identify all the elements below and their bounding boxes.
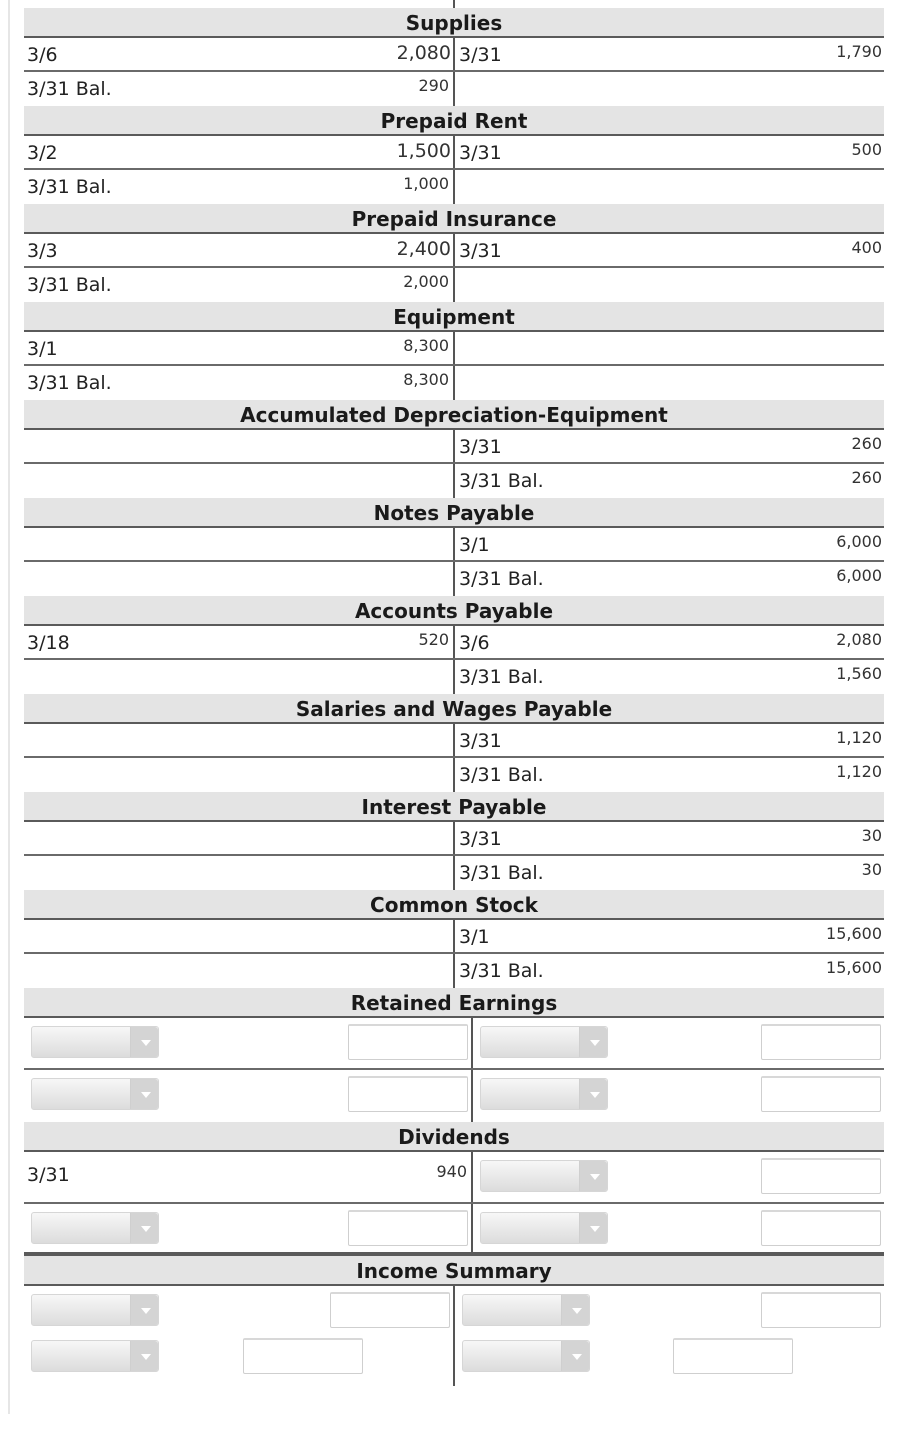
- table-row: [24, 136, 884, 170]
- credit-side: [455, 1286, 884, 1336]
- debit-date: 3/31 Bal.: [27, 176, 112, 198]
- credit-date-select[interactable]: [480, 1160, 608, 1192]
- account-prepaid-rent: [24, 106, 884, 204]
- debit-side: [24, 724, 455, 756]
- account-title: Accumulated Depreciation-Equipment: [24, 400, 884, 430]
- debit-side: [24, 822, 455, 854]
- debit-side: [24, 1204, 473, 1252]
- credit-date: 3/31: [459, 142, 502, 164]
- credit-amount: 15,600: [826, 924, 882, 943]
- account-title: Notes Payable: [24, 498, 884, 528]
- account-title: Income Summary: [24, 1256, 884, 1286]
- credit-side: [473, 1018, 884, 1068]
- debit-side: [24, 170, 455, 204]
- table-row: [24, 758, 884, 792]
- credit-amount: 30: [861, 826, 882, 845]
- account-title: Prepaid Insurance: [24, 204, 884, 234]
- credit-date: 3/31 Bal.: [459, 470, 544, 492]
- debit-side: [24, 234, 455, 266]
- credit-side: [455, 366, 884, 400]
- credit-amount-input[interactable]: [761, 1158, 881, 1194]
- credit-date-select[interactable]: [462, 1294, 590, 1326]
- debit-side: [24, 528, 455, 560]
- debit-date-select[interactable]: [31, 1078, 159, 1110]
- table-row: [24, 1018, 884, 1070]
- debit-side: [24, 920, 455, 952]
- account-title: Supplies: [24, 8, 884, 38]
- account-title: Accounts Payable: [24, 596, 884, 626]
- debit-side: [24, 954, 455, 988]
- credit-side: [455, 332, 884, 364]
- credit-side: [455, 170, 884, 204]
- table-row: [24, 724, 884, 758]
- account-retained-earnings: [24, 988, 884, 1122]
- credit-side: [455, 954, 884, 988]
- credit-side: [455, 822, 884, 854]
- chevron-down-icon[interactable]: [579, 1161, 607, 1191]
- credit-amount: 1,790: [836, 42, 882, 61]
- debit-amount-input[interactable]: [348, 1076, 468, 1112]
- credit-date: 3/31: [459, 730, 502, 752]
- chevron-down-icon[interactable]: [579, 1027, 607, 1057]
- debit-amount: 290: [418, 76, 449, 95]
- chevron-down-icon[interactable]: [130, 1295, 158, 1325]
- credit-date-select[interactable]: [480, 1212, 608, 1244]
- credit-date: 3/31: [459, 44, 502, 66]
- table-row: [24, 234, 884, 268]
- table-row: [24, 660, 884, 694]
- debit-amount: 520: [418, 630, 449, 649]
- t-account-ledger: [24, 0, 884, 1386]
- debit-amount-input[interactable]: [348, 1210, 468, 1246]
- account-title: Salaries and Wages Payable: [24, 694, 884, 724]
- table-row: [24, 822, 884, 856]
- debit-side: [24, 660, 455, 694]
- debit-amount: 2,400: [396, 238, 451, 260]
- credit-date: 3/31 Bal.: [459, 568, 544, 590]
- credit-date: 3/1: [459, 926, 490, 948]
- table-row: [24, 332, 884, 366]
- table-row: [24, 1286, 884, 1336]
- credit-date-select[interactable]: [480, 1026, 608, 1058]
- credit-date: 3/31 Bal.: [459, 960, 544, 982]
- chevron-down-icon[interactable]: [579, 1079, 607, 1109]
- credit-date: 3/6: [459, 632, 490, 654]
- debit-side: [24, 464, 455, 498]
- account-common-stock: [24, 890, 884, 988]
- debit-amount-input[interactable]: [348, 1024, 468, 1060]
- credit-side: [455, 72, 884, 106]
- debit-amount-input[interactable]: [330, 1292, 450, 1328]
- credit-amount: 260: [851, 434, 882, 453]
- credit-amount: 1,120: [836, 762, 882, 781]
- debit-amount: 8,300: [403, 370, 449, 389]
- table-row: [24, 72, 884, 106]
- debit-date: 3/31: [27, 1164, 70, 1186]
- debit-side: [24, 1336, 455, 1386]
- debit-amount: 1,500: [396, 140, 451, 162]
- debit-amount: 940: [436, 1162, 467, 1181]
- credit-side: [455, 430, 884, 462]
- credit-amount: 1,120: [836, 728, 882, 747]
- debit-date-select[interactable]: [31, 1026, 159, 1058]
- credit-side: [455, 234, 884, 266]
- debit-side: [24, 366, 455, 400]
- debit-side: [24, 562, 455, 596]
- table-row: [24, 1152, 884, 1204]
- table-row: [24, 1336, 884, 1386]
- account-notes-payable: [24, 498, 884, 596]
- credit-amount: 30: [861, 860, 882, 879]
- credit-side: [473, 1070, 884, 1122]
- credit-side: [455, 920, 884, 952]
- credit-amount: 260: [851, 468, 882, 487]
- credit-amount-input[interactable]: [761, 1210, 881, 1246]
- credit-side: [455, 464, 884, 498]
- credit-side: [473, 1152, 884, 1202]
- debit-date: 3/31 Bal.: [27, 274, 112, 296]
- credit-date: 3/31 Bal.: [459, 666, 544, 688]
- credit-side: [455, 528, 884, 560]
- account-interest-payable: [24, 792, 884, 890]
- credit-side: [455, 660, 884, 694]
- debit-amount: 2,000: [403, 272, 449, 291]
- chevron-down-icon[interactable]: [130, 1213, 158, 1243]
- debit-date: 3/31 Bal.: [27, 372, 112, 394]
- credit-date: 3/1: [459, 534, 490, 556]
- column-divider: [453, 0, 455, 8]
- account-income-summary: [24, 1256, 884, 1386]
- credit-amount: 6,000: [836, 566, 882, 585]
- debit-date: 3/1: [27, 338, 58, 360]
- account-title: Common Stock: [24, 890, 884, 920]
- chevron-down-icon[interactable]: [130, 1341, 158, 1371]
- credit-date-select[interactable]: [462, 1340, 590, 1372]
- credit-amount: 500: [851, 140, 882, 159]
- credit-side: [455, 856, 884, 890]
- credit-amount: 1,560: [836, 664, 882, 683]
- debit-side: [24, 268, 455, 302]
- table-row: [24, 38, 884, 72]
- debit-side: [24, 1152, 473, 1202]
- debit-amount: 1,000: [403, 174, 449, 193]
- chevron-down-icon[interactable]: [561, 1295, 589, 1325]
- debit-date: 3/18: [27, 632, 70, 654]
- chevron-down-icon[interactable]: [130, 1027, 158, 1057]
- debit-date-select[interactable]: [31, 1294, 159, 1326]
- account-title: Dividends: [24, 1122, 884, 1152]
- credit-amount: 6,000: [836, 532, 882, 551]
- debit-date: 3/2: [27, 142, 58, 164]
- credit-date: 3/31: [459, 828, 502, 850]
- debit-side: [24, 758, 455, 792]
- account-equipment: [24, 302, 884, 400]
- credit-side: [455, 1336, 884, 1386]
- debit-side: [24, 332, 455, 364]
- table-row: [24, 430, 884, 464]
- debit-side: [24, 1018, 473, 1068]
- credit-side: [455, 758, 884, 792]
- debit-date: 3/31 Bal.: [27, 78, 112, 100]
- account-supplies: [24, 8, 884, 106]
- account-title: Equipment: [24, 302, 884, 332]
- table-row: [24, 920, 884, 954]
- credit-amount: 2,080: [836, 630, 882, 649]
- table-row: [24, 366, 884, 400]
- debit-amount-input[interactable]: [243, 1338, 363, 1374]
- table-row: [24, 562, 884, 596]
- credit-side: [455, 724, 884, 756]
- chevron-down-icon[interactable]: [130, 1079, 158, 1109]
- table-row: [24, 1070, 884, 1122]
- debit-amount: 2,080: [396, 42, 451, 64]
- debit-amount: 8,300: [403, 336, 449, 355]
- credit-date: 3/31 Bal.: [459, 764, 544, 786]
- debit-side: [24, 72, 455, 106]
- chevron-down-icon[interactable]: [561, 1341, 589, 1371]
- page-left-rule: [8, 0, 10, 1414]
- credit-amount-input[interactable]: [761, 1076, 881, 1112]
- account-title: Prepaid Rent: [24, 106, 884, 136]
- debit-date: 3/6: [27, 44, 58, 66]
- credit-side: [473, 1204, 884, 1252]
- credit-amount-input[interactable]: [673, 1338, 793, 1374]
- credit-side: [455, 562, 884, 596]
- screenshot-crop-edge: [0, 1414, 912, 1456]
- table-row: [24, 268, 884, 302]
- debit-side: [24, 856, 455, 890]
- account-accumulated-depreciation: [24, 400, 884, 498]
- table-row: [24, 528, 884, 562]
- account-title: Interest Payable: [24, 792, 884, 822]
- table-row: [24, 170, 884, 204]
- table-row: [24, 954, 884, 988]
- credit-date: 3/31 Bal.: [459, 862, 544, 884]
- credit-amount-input[interactable]: [761, 1292, 881, 1328]
- credit-date: 3/31: [459, 436, 502, 458]
- credit-side: [455, 38, 884, 70]
- account-salaries-wages-payable: [24, 694, 884, 792]
- credit-side: [455, 268, 884, 302]
- credit-date-select[interactable]: [480, 1078, 608, 1110]
- account-dividends: [24, 1122, 884, 1256]
- account-title: Retained Earnings: [24, 988, 884, 1018]
- credit-side: [455, 626, 884, 658]
- credit-date: 3/31: [459, 240, 502, 262]
- debit-side: [24, 136, 455, 168]
- debit-side: [24, 38, 455, 70]
- account-prepaid-insurance: [24, 204, 884, 302]
- credit-amount: 400: [851, 238, 882, 257]
- credit-amount: 15,600: [826, 958, 882, 977]
- debit-side: [24, 430, 455, 462]
- debit-side: [24, 1286, 455, 1336]
- debit-date-select[interactable]: [31, 1212, 159, 1244]
- chevron-down-icon[interactable]: [579, 1213, 607, 1243]
- account-accounts-payable: [24, 596, 884, 694]
- partial-row-top: [24, 0, 884, 8]
- debit-date: 3/3: [27, 240, 58, 262]
- debit-side: [24, 1070, 473, 1122]
- table-row: [24, 626, 884, 660]
- credit-amount-input[interactable]: [761, 1024, 881, 1060]
- debit-date-select[interactable]: [31, 1340, 159, 1372]
- table-row: [24, 856, 884, 890]
- credit-side: [455, 136, 884, 168]
- debit-side: [24, 626, 455, 658]
- table-row: [24, 1204, 884, 1256]
- table-row: [24, 464, 884, 498]
